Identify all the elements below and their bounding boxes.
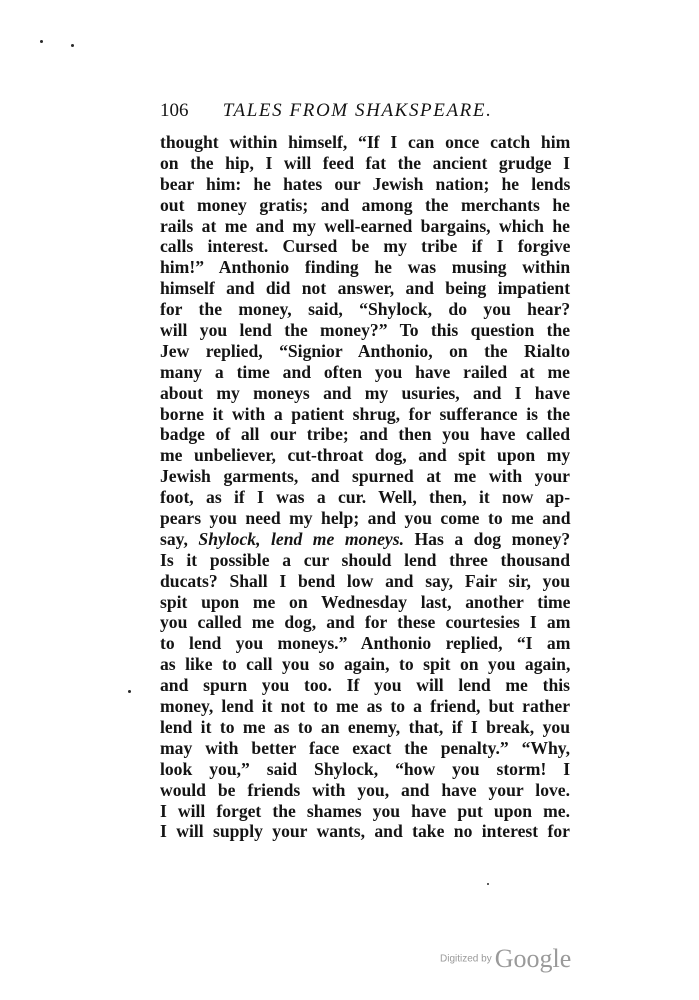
text-line: many a time and often you have railed at me bbox=[160, 361, 570, 382]
text-line: borne it with a patient shrug, for sufferance is the bbox=[160, 403, 571, 424]
text-line: and spurn you too. If you will lend me this bbox=[160, 675, 570, 696]
text-line: him!” Anthonio finding he was musing within bbox=[160, 257, 571, 278]
text-line: you called me dog, and for these courtesies I am bbox=[160, 612, 571, 633]
scan-speck bbox=[128, 690, 131, 693]
text-line: say, Shylock, lend me moneys. Has a dog money? bbox=[160, 528, 571, 549]
page-header bbox=[160, 98, 540, 124]
text-line: look you,” said Shylock, “how you storm! I bbox=[160, 758, 571, 779]
text-line: foot, as if I was a cur. Well, then, it now ap- bbox=[160, 487, 571, 508]
text-line: pears you need my help; and you come to me and bbox=[160, 508, 571, 529]
digitized-by-label: Digitized by bbox=[440, 953, 492, 965]
text-line: will you lend the money?” To this question the bbox=[160, 320, 571, 341]
text-line: spit upon me on Wednesday last, another time bbox=[160, 591, 571, 612]
italic-quote: Shylock, lend me moneys. bbox=[198, 528, 404, 549]
text-line: may with better face exact the penalty.” “Why, bbox=[160, 737, 571, 758]
text-line: out money gratis; and among the merchants he bbox=[160, 194, 570, 215]
text-line: on the hip, I will feed fat the ancient grudge I bbox=[160, 152, 570, 173]
text-line: rails at me and my well-earned bargains, which he bbox=[160, 215, 570, 236]
text-line: me unbeliever, cut-throat dog, and spit upon my bbox=[160, 445, 571, 466]
text-line: Jewish garments, and spurned at me with your bbox=[160, 466, 570, 487]
text-line: Jew replied, “Signior Anthonio, on the Rialto bbox=[160, 340, 570, 361]
text-line: Is it possible a cur should lend three thousand bbox=[160, 549, 570, 570]
text-line: as like to call you so again, to spit on you again, bbox=[160, 654, 571, 675]
text-line: ducats? Shall I bend low and say, Fair sir, you bbox=[160, 570, 570, 591]
text-line: would be friends with you, and have your love. bbox=[160, 779, 570, 800]
body-text bbox=[160, 132, 570, 842]
text-line: thought within himself, “If I can once catch him bbox=[160, 132, 571, 152]
scan-speck bbox=[40, 40, 43, 43]
text-line: badge of all our tribe; and then you have called bbox=[160, 424, 570, 445]
text-line: calls interest. Cursed be my tribe if I forgive bbox=[160, 236, 571, 257]
text-line: about my moneys and my usuries, and I have bbox=[160, 382, 570, 403]
page-number: 106 bbox=[160, 100, 189, 121]
google-logo: Google bbox=[494, 944, 572, 973]
text-line: I will supply your wants, and take no interest for bbox=[160, 821, 570, 842]
scan-speck bbox=[71, 44, 74, 47]
text-line: to lend you moneys.” Anthonio replied, “I am bbox=[160, 633, 571, 654]
text-line: I will forget the shames you have put upon me. bbox=[160, 800, 570, 821]
text-line: money, lend it not to me as to a friend, but rather bbox=[160, 696, 570, 717]
text-line: lend it to me as to an enemy, that, if I break, you bbox=[160, 716, 570, 737]
digitized-by-google-watermark bbox=[440, 944, 571, 978]
text-line: himself and did not answer, and being impatient bbox=[160, 278, 571, 299]
scan-speck bbox=[487, 883, 489, 885]
text-line: bear him: he hates our Jewish nation; he lends bbox=[160, 173, 571, 194]
text-line: for the money, said, “Shylock, do you hear? bbox=[160, 299, 571, 320]
running-head: TALES FROM SHAKSPEARE. bbox=[222, 100, 493, 121]
